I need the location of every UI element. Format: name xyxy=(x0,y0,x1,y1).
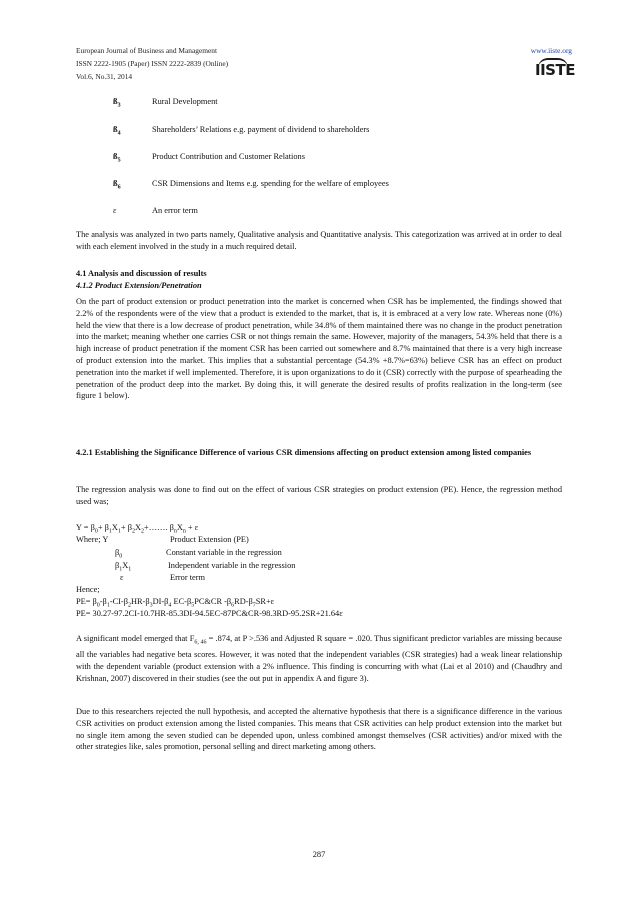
subsection-heading-4-1-2: 4.1.2 Product Extension/Penetration xyxy=(76,281,202,290)
logo-text: IISTE xyxy=(535,61,575,79)
variable-symbol: $\beta_0$ xyxy=(115,548,123,560)
paragraph-model-result: A significant model emerged that $F_{6, 46} = .874$, at P >.536 and Adjusted R square = .020. Thus significant predictor variables are missing because all the variables had negative beta scores. However, it was noted that the independent variables (CSR strategies) had a weak linear relationship with the dependent variable (product extension with a 2% influence. This finding is concurring with what (Lai et al 2010) and (Chaudhry and Krishnan, 2007) discovered in their studies (see the out put in appendix A and figure 3). xyxy=(76,634,563,684)
variable-definition: Error term xyxy=(170,573,205,582)
definition-text: Rural Development xyxy=(152,97,218,106)
where-y-definition: Product Extension (PE) xyxy=(170,535,249,544)
journal-url-link[interactable]: www.iiste.org xyxy=(530,46,572,55)
issn-line: ISSN 2222-1905 (Paper) ISSN 2222-2839 (Online) xyxy=(76,59,229,68)
variable-symbol: ε xyxy=(120,573,124,582)
paragraph-regression: The regression analysis was done to find out on the effect of various CSR strategies on product extension (PE). Hence, the regression method used was; xyxy=(76,485,562,506)
paragraph-product-extension: On the part of product extension or product penetration into the market is concerned when CSR has be implemented, the findings showed that 2.2% of the respondents were of the view that a product is extended to the market, that is, it is embraced at a very low rate. Whereas none (0%) held the view that there is a low decrease of product penetration, while 34.8% of them maintained there was no change in the product penetration into the market; meaning whether one carries CSR or not things remain the same. However, majority of the managers, 54.3% held that there is a high increase of product penetration if the moment CSR has been carried out somewhere and 8.7% maintained that there is a very high increase of product extension into the market. This implies that a substantial percentage (54.3% +8.7%=63%) believe CSR has an effect on product penetration into the market if well implemented. Therefore, it is upon organizations to do it (CSR) correctly with the purpose of spearheading the penetration of the product deep into the market. By doing this, it will generate the desired results of profits realization in the long-term (see figure 1 below). xyxy=(76,297,562,401)
paragraph-intro: The analysis was analyzed in two parts namely, Qualitative analysis and Quantitative analysis. This categorization was arrived at in order to deal with each element involved in the study in a much required detail. xyxy=(76,230,562,251)
iiste-logo xyxy=(532,58,575,82)
variable-symbol: $\beta_1X_1$ xyxy=(115,561,132,573)
definition-symbol: $ß_6$ xyxy=(113,179,121,191)
volume-line: Vol.6, No.31, 2014 xyxy=(76,72,133,81)
where-label: Where; Y xyxy=(76,535,109,544)
regression-equation: $Y = \beta_0+ \beta_1X_1+$ $\beta_2X_2+\dots\dots$. $\beta_nX_n + \varepsilon$ xyxy=(76,523,199,535)
pe-values: PE= 30.27-97.2CI-10.7HR-85.3DI-94.5EC-87PC&CR-98.3RD-95.2SR+21.64ε xyxy=(76,609,343,618)
definition-symbol: ε xyxy=(113,206,117,215)
variable-definition: Independent variable in the regression xyxy=(168,561,296,570)
section-heading-4-1: 4.1 Analysis and discussion of results xyxy=(76,269,207,278)
definition-symbol: $ß_3$ xyxy=(113,97,121,109)
definition-text: Shareholders’ Relations e.g. payment of dividend to shareholders xyxy=(152,125,370,134)
definition-text: CSR Dimensions and Items e.g. spending for the welfare of employees xyxy=(152,179,389,188)
hence-label: Hence; xyxy=(76,585,100,594)
pe-formula: $PE= \beta_0-\beta_1-CI-\beta_2HR-\beta_3DI-\beta_4$ $EC-\beta_5PC\&CR$ $-\beta_6RD-\beta_7SR+\varepsilon$ xyxy=(76,597,275,609)
definition-text: An error term xyxy=(152,206,198,215)
variable-definition: Constant variable in the regression xyxy=(166,548,282,557)
definition-text: Product Contribution and Customer Relations xyxy=(152,152,305,161)
section-heading-4-2-1: 4.2.1 Establishing the Significance Difference of various CSR dimensions affecting on product extension among listed companies xyxy=(76,448,532,457)
journal-name: European Journal of Business and Management xyxy=(76,46,218,55)
definition-symbol: $ß_4$ xyxy=(113,125,121,137)
definition-symbol: $ß_5$ xyxy=(113,152,121,164)
page-number: 287 xyxy=(312,850,326,859)
paragraph-null-hypothesis: Due to this researchers rejected the null hypothesis, and accepted the alternative hypothesis that there is a significance difference in the various CSR activities on product extension among the listed companies. This means that CSR activities can help product extension into the market but no single item among the seven studied can be depended upon, unless combined amongst themselves (CSR activities) and/or mixed with the other strategies like, sales promotion, personal selling and direct marketing among others. xyxy=(76,707,562,752)
